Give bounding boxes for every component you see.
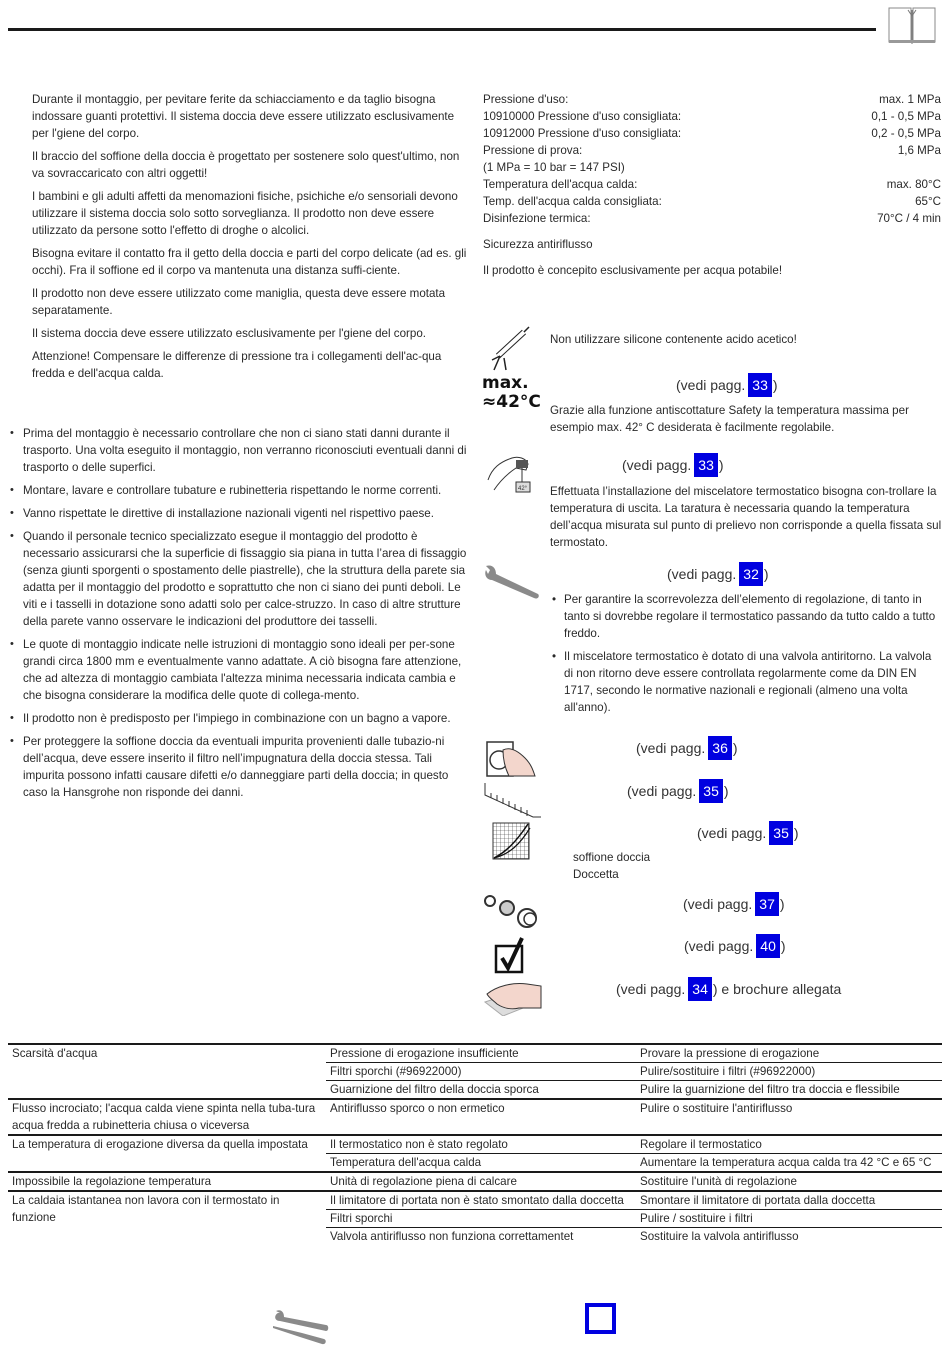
page-ref[interactable]: (vedi pagg. 33 ) [622,453,724,477]
flow-diagram-icon [492,822,532,862]
spec-value: 70°C / 4 min [877,212,941,225]
spec-value: max. 80°C [886,178,941,191]
table-row [8,1190,942,1245]
safety-note: Bisogna evitare il contatto fra il getto della doccia e parti del corpo delicate (ad es. gli occhi). Fra il soffione ed il corpo va mantenuta una distanza suffi-ciente. [32,247,467,277]
page-ref[interactable]: (vedi pagg. 33 ) [676,373,778,397]
spec-value: 1,6 MPa [897,144,941,157]
spec-label: Disinfezione termica: [483,212,591,225]
spec-value: 65°C [915,195,941,208]
spec-row [483,108,941,125]
cause-cell: Unità di regolazione piena di calcare [330,1175,517,1188]
maintenance-note: • Il miscelatore termostatico è dotato di una valvola antiritorno. La valvola di non ritorno deve essere controllata regolarmente come da DIN EN 1717, secondo le normative nazionali e regionali (almeno una volta all'anno). [550,648,942,716]
installation-note: • Quando il personale tecnico specializzato esegue il montaggio del prodotto è necessario assicurarsi che la superficie di fissaggio sia piana in tutta l’area di fissaggio (senza giunti sporgenti o spostamento delle piastrelle), che la struttura della parete sia adatta per il montaggio del prodotto e soprattutto che non ci siano dei punti deboli. Le viti e i tasselli in dotazione sono adatti solo per calce-struzzo. In caso di altre strutture della parete vanno osservare le indicazioni del produttore dei tasselli. [8,528,470,630]
remedy-cell: Pulire o sostituire l'antiriflusso [640,1102,793,1115]
page-ref[interactable]: (vedi pagg. 34 ) e brochure allegata [616,977,841,1001]
remedy-cell: Pulire / sostituire i filtri [640,1212,753,1225]
remedy-cell: Pulire/sostituire i filtri (#96922000) [640,1065,816,1078]
cause-cell: Il limitatore di portata non è stato smontato dalla doccetta [330,1194,624,1207]
max-temp-label: max. ≈42°C [482,373,541,412]
thermometer-hand-icon [486,450,534,496]
open-book-icon [888,6,936,46]
spec-label: (1 MPa = 10 bar = 147 PSI) [483,161,625,174]
cleaning-hand-icon [483,978,543,1016]
safety-function-text: Grazie alla funzione antiscottature Safety la temperatura massima per esempio max. 42° C desiderata è facilmente regolabile. [550,404,909,434]
silicone-gun-icon [484,326,530,372]
svg-text:42°: 42° [518,486,528,492]
maintenance-note: • Per garantire la scorrevolezza dell’elemento di regolazione, di tanto in tanto si dovrebbe regolare il termostatico passando da tutto caldo a tutto freddo. [550,591,942,642]
safety-note: Attenzione! Compensare le differenze di pressione tra i collegamenti dell'ac-qua fredda e dell'acqua calda. [32,350,442,380]
maintenance-notes [550,591,942,722]
table-row [8,1134,942,1171]
spec-label: 10912000 Pressione d'uso consigliata: [483,127,682,140]
page-ref[interactable]: (vedi pagg. 35 ) [697,821,799,845]
spec-row [483,193,941,210]
problem-cell: La temperatura di erogazione diversa da quella impostata [12,1138,308,1151]
cause-cell: Antiriflusso sporco o non ermetico [330,1102,505,1115]
remedy-cell: Smontare il limitatore di portata dalla doccetta [640,1194,876,1207]
installation-note: • Le quote di montaggio indicate nelle istruzioni di montaggio sono ideali per per-sone grandi circa 1800 mm e eventualmente vanno adattate. A ciò bisogna fare attenzione, che ad altezza di montaggio cambiata l'altezza minima necessaria indicata cambia e che bisogna considerare la modifica delle quote di collega-mento. [8,636,470,704]
page-ref-number[interactable]: 32 [739,562,763,586]
problem-cell: Impossibile la regolazione temperatura [12,1175,212,1188]
cause-cell: Guarnizione del filtro della doccia sporca [330,1083,539,1096]
wrench-screwdriver-icon [272,1309,330,1345]
safety-note: Il prodotto non deve essere utilizzato come maniglia, questa deve essere motata separatamente. [32,287,446,317]
cause-cell: Il termostatico non è stato regolato [330,1138,508,1151]
remedy-cell: Provare la pressione di erogazione [640,1047,820,1060]
remedy-cell: Pulire la guarnizione del filtro tra doccia e flessibile [640,1083,900,1096]
cause-cell: Filtri sporchi (#96922000) [330,1065,462,1078]
spec-row [483,210,941,227]
spec-value: 0,2 - 0,5 MPa [871,127,941,140]
safety-note: I bambini e gli adulti affetti da menomazioni fisiche, psichiche e/o sensoriali devono utilizzare il sistema doccia solo sotto sorveglianza. Il prodotto non deve essere utilizzato da persone sotto l'effetto di droghe o alcolici. [32,190,458,237]
spec-label: Temperatura dell'acqua calda: [483,178,638,191]
installation-note: • Vanno rispettate le direttive di installazione nazionali vigenti nel rispettivo paese. [8,505,470,522]
spec-row [483,159,941,176]
page-ref-number[interactable]: 35 [699,779,723,803]
page-ref[interactable]: (vedi pagg. 35 ) [627,779,729,803]
cause-cell: Temperatura dell'acqua calda [330,1156,482,1169]
page-number-box[interactable] [585,1303,616,1334]
spec-label: Pressione d'uso: [483,93,569,106]
flow-label-handshower: Doccetta [573,868,619,881]
table-row [8,1098,942,1134]
checkbox-checked-icon [494,936,528,976]
hand-knob-icon [485,738,537,780]
troubleshooting-table [8,1043,942,1245]
filter-parts-icon [483,892,543,932]
page-ref-number[interactable]: 33 [694,453,718,477]
spec-row [483,91,941,108]
flow-label-showerhead: soffione doccia [573,851,651,864]
page-ref-number[interactable]: 35 [769,821,793,845]
brochure-note: e brochure allegata [721,981,842,997]
installation-note: • Per proteggere la soffione doccia da eventuali impurita provenienti dalle tubazio-ni dell’acqua, deve essere inserito il filtro nell’impugnatura della doccia stessa. Tali impurita possono infatti causare difetti e/o danneggiare parti della doccia; in questo caso la Hansgrohe non risponde dei danni. [8,733,470,801]
silicone-warning: Non utilizzare silicone contenente acido acetico! [550,333,797,346]
page-ref-number[interactable]: 33 [748,373,772,397]
spec-value: max. 1 MPa [879,93,941,106]
spec-row [483,125,941,142]
table-row [8,1043,942,1098]
page-ref-number[interactable]: 37 [755,892,779,916]
page-ref-number[interactable]: 40 [756,934,780,958]
safety-notes [32,91,472,388]
ruler-icon [483,781,543,819]
problem-cell: La caldaia istantanea non lavora con il termostato in funzione [12,1194,280,1224]
remedy-cell: Regolare il termostatico [640,1138,762,1151]
safety-note: Il sistema doccia deve essere utilizzato esclusivamente per l'giene del corpo. [32,327,427,340]
header-rule [8,28,876,31]
spec-row [483,142,941,159]
spec-row [483,176,941,193]
remedy-cell: Sostituire la valvola antiriflusso [640,1230,799,1243]
problem-cell: Flusso incrociato; l'acqua calda viene spinta nella tuba-tura acqua fredda a rubinetteria chiusa o viceversa [12,1102,316,1132]
page-ref[interactable]: (vedi pagg. 32 ) [667,562,769,586]
spec-label: Temp. dell'acqua calda consigliata: [483,195,662,208]
safety-note: Il braccio del soffione della doccia è progettato per sostenere solo quest'ultimo, non va sovraccaricato con altri oggetti! [32,150,460,180]
wrench-icon [482,564,542,604]
problem-cell: Scarsità d'acqua [12,1047,98,1060]
backflow-safety: Sicurezza antiriflusso [483,238,593,251]
spec-value: 0,1 - 0,5 MPa [871,110,941,123]
cause-cell: Valvola antiriflusso non funziona correttamentet [330,1230,574,1243]
remedy-cell: Sostituire l'unità di regolazione [640,1175,797,1188]
table-row [8,1171,942,1190]
cause-cell: Pressione di erogazione insufficiente [330,1047,519,1060]
technical-specs [483,91,941,279]
installation-note: • Il prodotto non è predisposto per l'impiego in combinazione con un bagno a vapore. [8,710,470,727]
safety-note: Durante il montaggio, per pevitare ferite da schiacciamento e da taglio bisogna indossare guanti protettivi. Il sistema doccia deve essere utilizzato esclusivamente per l'giene del corpo. [32,93,455,140]
page-ref[interactable]: (vedi pagg. 36 ) [636,736,738,760]
spec-label: Pressione di prova: [483,144,583,157]
cause-cell: Filtri sporchi [330,1212,393,1225]
installation-note: • Prima del montaggio è necessario controllare che non ci siano stati danni durante il trasporto. Una volta eseguito il montaggio, non verranno riconosciuti eventuali danni di trasporto o delle superfici. [8,425,470,476]
potable-water-note: Il prodotto è concepito esclusivamente per acqua potabile! [483,264,783,277]
spec-label: 10910000 Pressione d'uso consigliata: [483,110,682,123]
installation-notes [8,425,470,807]
page-ref-number[interactable]: 36 [708,736,732,760]
remedy-cell: Aumentare la temperatura acqua calda tra 42 °C e 65 °C [640,1156,932,1169]
page-ref[interactable]: (vedi pagg. 40 ) [684,934,786,958]
page-ref-number[interactable]: 34 [688,977,712,1001]
installation-note: • Montare, lavare e controllare tubature e rubinetteria rispettando le norme correnti. [8,482,470,499]
page-ref[interactable]: (vedi pagg. 37 ) [683,892,785,916]
calibration-text: Effettuata l’installazione del miscelatore termostatico bisogna con-trollare la temperatura di uscita. La taratura è necessaria quando la temperatura dell’acqua misurata sul punto di prelievo non corrisponde a quella fissata sul termostato. [550,485,942,549]
